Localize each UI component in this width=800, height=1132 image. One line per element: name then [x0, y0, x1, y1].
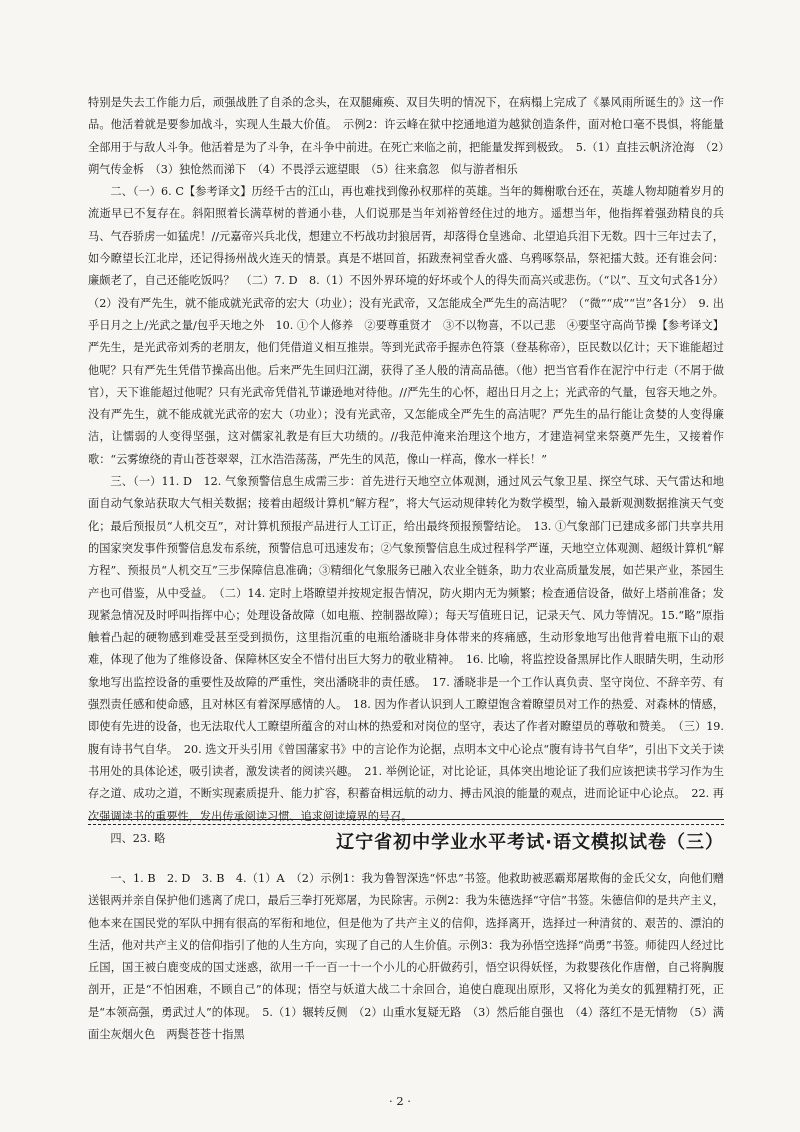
answer-section-bottom	[88, 868, 724, 1046]
answer-paragraph: 一、1. B 2. D 3. B 4.（1）A （2）示例1：我为鲁智深选“怀忠”书签。他救助被恶霸郑屠欺侮的金氏父女，向他们赠送银两并亲自保护他们逃离了虎口，最后三拳打死郑屠，为民除害。示例2：我为朱德选择“守信”书签。朱德信仰的是共产主义，他本来在国民党的军队中拥有很高的军衔和地位，但是他为了共产主义的信仰，选择离开，选择过一种清贫的、艰苦的、漂泊的生活，他对共产主义的信仰指引了他的人生方向，实现了自己的人生价值。示例3：我为孙悟空选择“尚勇”书签。师徒四人经过比丘国，国王被白鹿变成的国丈迷惑，欲用一千一百一十一个小儿的心肝做药引，悟空识得妖怪，为救婴孩化作唐僧，自己将胸腹剖开，正是“不怕困难，不顾自己”的体现；悟空与妖道大战二十余回合，追使白鹿现出原形，又将化为美女的狐狸精打死，正是“本领高强，勇武过人”的体现。 5.（1）辗转反侧 （2）山重水复疑无路 （3）然后能自强也 （4）落红不是无情物 （5）满面尘灰烟火色 两鬓苍苍十指黑	[88, 872, 724, 1042]
answer-paragraph: 三、（一）11. D 12. 气象预警信息生成需三步：首先进行天地空立体观测，通过风云气象卫星、探空气球、天气雷达和地面自动气象站获取大气相关数据；接着由超级计算机“解方程”，将大气运动规律转化为数学模型，输入最新观测数据推演天气变化；最后预报员“人机交互”，对计算机预报产品进行人工订正，给出最终预报预警结论。 13. ①气象部门已建成多部门共享共用的国家突发事件预警信息发布系统，预警信息可迅速发布；②气象预警信息生成过程科学严谨，天地空立体观测、超级计算机“解方程”、预报员“人机交互”三步保障信息准确；③精细化气象服务已融入农业全链条，助力农业高质量发展，如芒果产业，茶园生产也可借鉴，从中受益。 （二）14. 定时上塔瞭望并按规定报告情况，防火期内无为频繁；检查通信设备，做好上塔前准备；发现紧急情况及时呼叫指挥中心；处理设备故障（如电瓶、控制器故障）；每天写值班日记，记录天气、风力等情况。15.“略”原指触着凸起的硬物感到难受甚至受到损伤，这里指沉重的电瓶给潘晓非身体带来的疼痛感，生动形象地写出他背着电瓶下山的艰难，体现了他为了维修设备、保障林区安全不惜付出巨大努力的敬业精神。 16. 比喻，将监控设备黑屏比作人眼睛失明，生动形象地写出监控设备的重要性及故障的严重性，突出潘晓非的责任感。 17. 潘晓非是一个工作认真负责、坚守岗位、不辞辛劳、有强烈责任感和使命感，且对林区有着深厚感情的人。 18. 因为作者认识到人工瞭望饱含着瞭望员对工作的热爱、对森林的情感，即使有先进的设备，也无法取代人工瞭望所蕴含的对山林的热爱和对岗位的坚守，表达了作者对瞭望员的尊敬和赞美。 （三）19. 腹有诗书气自华。 20. 选文开头引用《曾国藩家书》中的言论作为论据，点明本文中心论点“腹有诗书气自华”，引出下文关于读书用处的具体论述，吸引读者，激发读者的阅读兴趣。 21. 举例论证，对比论证，具体突出地论证了我们应该把读书学习作为生存之道、成功之道，不断实现素质提升、能力扩容，积蓄奋楫远航的动力、搏击风浪的能量的观点，进而论证中心论点。 22. 再次强调读书的重要性，发出传承阅读习惯、追求阅读境界的号召。	[88, 475, 724, 823]
section-divider	[88, 819, 724, 820]
section-title: 辽宁省初中学业水平考试·语文模拟试卷（三）	[336, 832, 724, 853]
answer-paragraph: 四、23. 略	[110, 831, 166, 845]
section-divider-dashed	[88, 824, 724, 825]
answer-section-top	[88, 92, 724, 850]
page-number: · 2 ·	[389, 1094, 411, 1108]
answer-paragraph: 二、（一）6. C【参考译文】历经千古的江山，再也难找到像孙权那样的英雄。当年的舞榭歌台还在，英雄人物却随着岁月的流逝早已不复存在。斜阳照着长满草树的普通小巷，人们说那是当年刘裕曾经住过的地方。遥想当年，他指挥着强劲精良的兵马、气吞骄虏一如猛虎！//元嘉帝兴兵北伐，想建立不朽战功封狼居胥，却落得仓皇逃命、北望追兵泪下无数。四十三年过去了，如今瞭望长江北岸，还记得扬州战火连天的情景。真是不堪回首，拓跋焘祠堂香火盛、乌鸦啄祭品，祭祀擂大鼓。还有谁会问：廉颇老了，自己还能吃饭吗？ （二）7. D 8.（1）不因外界环境的好坏或个人的得失而高兴或悲伤。（“以”、互文句式各1分）（2）没有严先生，就不能成就光武帝的宏大（功业）；没有光武帝，又怎能成全严先生的高洁呢？（“微”“成”“岂”各1分） 9. 出乎日月之上/光武之量/包乎天地之外 10. ①个人修养 ②要尊重贤才 ③不以物喜，不以己悲 ④要坚守高尚节操【参考译文】严先生，是光武帝刘秀的老朋友，他们凭借道义相互推崇。等到光武帝手握赤色符箓（登基称帝），臣民数以亿计；天下谁能超过他呢？只有严先生凭借节操高出他。后来严先生回归江湖，获得了圣人般的清高品德。（他）把当官看作在泥泞中行走（不屑于做官），天下谁能超过他呢？只有光武帝凭借礼节谦逊地对待他。//严先生的心怀，超出日月之上；光武帝的气量，包容天地之外。没有严先生，就不能成就光武帝的宏大（功业）；没有光武帝，又怎能成全严先生的高洁呢？严先生的品行能让贪婪的人变得廉洁，让懦弱的人变得坚强，这对儒家礼教是有巨大功绩的。//我范仲淹来治理这个地方，才建造祠堂来祭奠严先生，又接着作歌：“云雾缭绕的青山苍苍翠翠，江水浩浩荡荡，严先生的风范，像山一样高，像水一样长！”	[88, 185, 724, 466]
answer-paragraph: 特别是失去工作能力后，顽强战胜了自杀的念头，在双腿瘫痪、双目失明的情况下，在病榻上完成了《暴风雨所诞生的》这一作品。他活着就是要参加战斗，实现人生最大价值。 示例2：许云峰在狱中挖通地道为越狱创造条件，面对枪口毫不畏惧，将能量全部用于与敌人斗争。他活着是为了斗争，在斗争中前进。在死亡来临之前，把能量发挥到极致。 5.（1）直挂云帆济沧海 （2）朔气传金柝 （3）独怆然而涕下 （4）不畏浮云遮望眼 （5）往来翕忽 似与游者相乐	[88, 96, 724, 176]
